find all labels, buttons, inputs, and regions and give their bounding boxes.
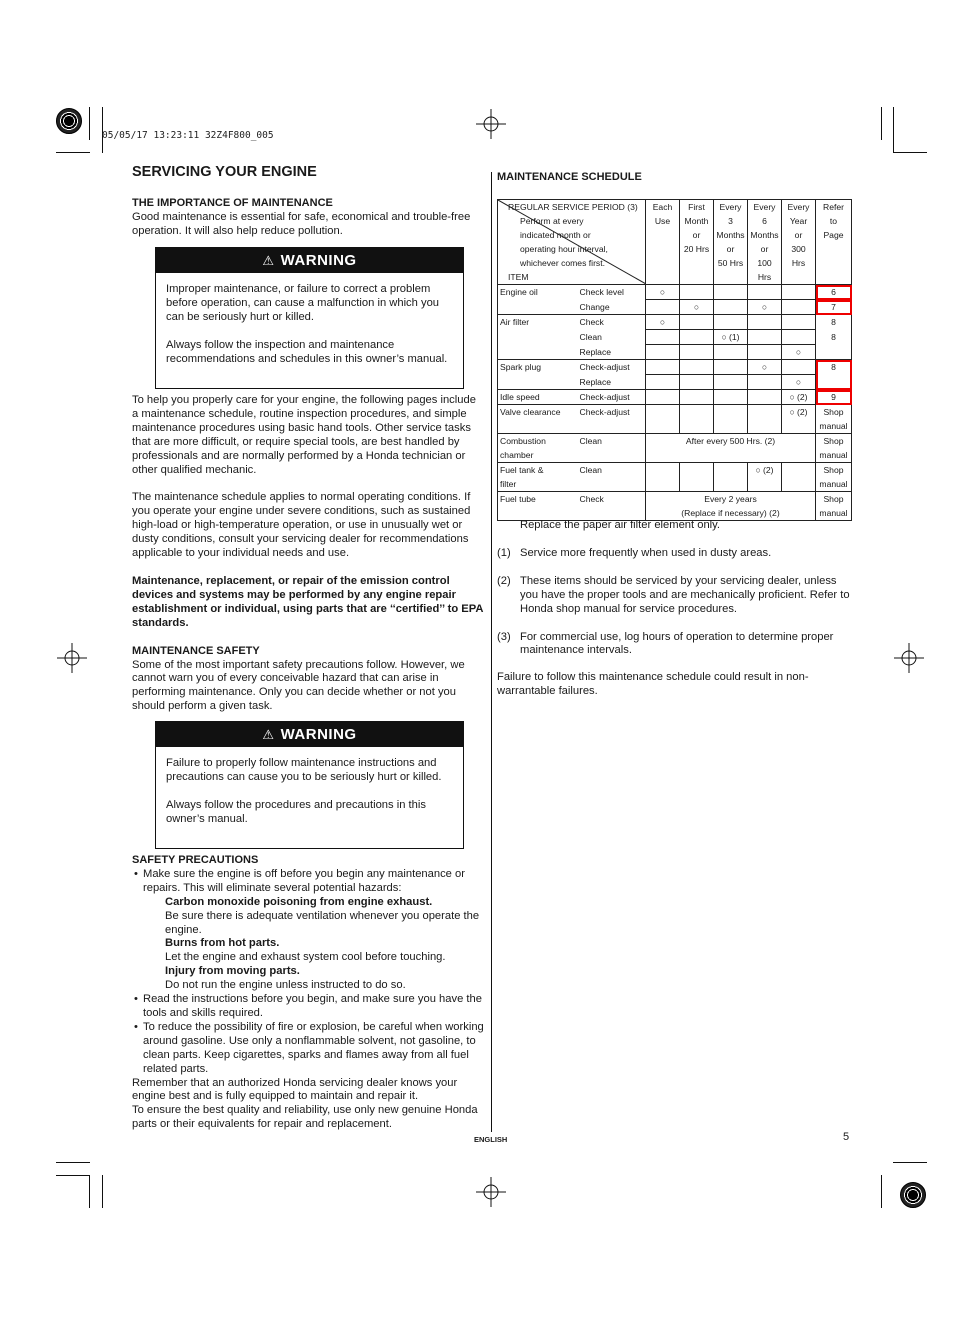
hazard-title: Burns from hot parts.: [165, 937, 280, 950]
crop-mark: [881, 107, 882, 140]
warning-text: Improper maintenance, or failure to correct a problem before operation, can cause a malfunction in which you can be seriously hurt or killed.: [166, 283, 440, 323]
left-column: [132, 166, 484, 239]
crop-mark: [89, 1175, 90, 1208]
table-row: Spark plug Check-adjust ○ 8: [498, 360, 852, 375]
warning-header: ⚠ WARNING: [156, 722, 463, 747]
page-ref: 6: [816, 285, 852, 300]
table-header-row: [498, 200, 852, 285]
failure-note: Failure to follow this maintenance schedule could result in non-warrantable failures.: [497, 671, 809, 698]
safety-body: Some of the most important safety precautions follow. However, we cannot warn you of every conceivable hazard that can arise in performing maintenance. Only you can decide whether or not you should perform a given task.: [132, 658, 465, 713]
schedule-heading: MAINTENANCE SCHEDULE: [497, 171, 642, 183]
crop-mark: [89, 107, 90, 140]
crop-mark: [56, 1162, 90, 1163]
crop-mark: [893, 107, 894, 153]
crop-mark: [56, 1175, 90, 1176]
page-ref: 9: [816, 390, 852, 405]
intro-paragraph-1: To help you properly care for your engine, the following pages include a maintenance schedule, routine inspection procedures, and simple maintenance procedures using basic hand tools. Other service tasks that are more difficult, or require special tools, are best handled by professionals and are normally performed by a Honda technician or other qualified mechanic.: [132, 394, 476, 476]
table-row: Clean ○ (1) 8: [498, 330, 852, 345]
crosshair-icon: [476, 109, 506, 139]
page-ref: 8: [816, 360, 852, 390]
table-row: Engine oil Check level ○ 6: [498, 285, 852, 300]
precaution-item: • To reduce the possibility of fire or explosion, be careful when working around gasoline. Use only a nonflammable solvent, not gasoline, to clean parts. Keep cigarettes, sparks and flames away from all fuel related parts.: [132, 1021, 484, 1077]
table-row: Combustion chamber Clean After every 500 Hrs. (2) Shop manual: [498, 434, 852, 463]
table-row: Replace ○: [498, 345, 852, 360]
table-row: Replace ○: [498, 375, 852, 390]
crop-mark: [102, 1175, 103, 1208]
precaution-item: • Read the instructions before you begin, and make sure you have the tools and skills required.: [132, 993, 484, 1021]
importance-heading: THE IMPORTANCE OF MAINTENANCE: [132, 196, 333, 209]
warning-box-1: [155, 247, 464, 389]
precautions-heading: SAFETY PRECAUTIONS: [132, 854, 259, 866]
table-row: Idle speed Check-adjust ○ (2) 9: [498, 390, 852, 405]
corner-cell: REGULAR SERVICE PERIOD (3) Perform at every indicated month or operating hour interval, whichever comes first. ITEM: [498, 200, 646, 285]
page-ref: 7: [816, 300, 852, 315]
crosshair-icon: [57, 643, 87, 673]
page-ref: 8: [816, 330, 852, 345]
crosshair-icon: [894, 643, 924, 673]
column-header: Every 3 Months or 50 Hrs: [714, 200, 748, 285]
column-divider: [491, 172, 492, 1132]
schedule-notes: [497, 519, 857, 699]
crop-mark: [893, 152, 927, 153]
page-ref: Shop manual: [816, 492, 852, 521]
hazard-title: Injury from moving parts.: [165, 965, 300, 978]
note-item: (3) For commercial use, log hours of operation to determine proper maintenance intervals.: [497, 630, 834, 657]
warning-text: Failure to properly follow maintenance instructions and precautions can cause you to be seriously hurt or killed.: [166, 757, 442, 783]
warning-text: Always follow the inspection and maintenance recommendations and schedules in this owner’s manual.: [166, 338, 448, 365]
safety-heading: MAINTENANCE SAFETY: [132, 644, 260, 657]
page-number: 5: [843, 1131, 850, 1143]
column-header: First Month or 20 Hrs: [680, 200, 714, 285]
crop-mark: [893, 1162, 927, 1163]
table-row: Fuel tank & filter Clean ○ (2) Shop manual: [498, 463, 852, 492]
maintenance-schedule-table: [497, 199, 852, 521]
intro-paragraph-2: The maintenance schedule applies to normal operating conditions. If you operate your engine under severe conditions, such as sustained high-load or high-temperature operation, or use in unusually wet or dusty conditions, consult your servicing dealer for recommendations applicable to your individual needs and use.: [132, 491, 471, 560]
column-header: Each Use: [646, 200, 680, 285]
left-column-middle: [132, 394, 484, 714]
note-item: (2) These items should be serviced by your servicing dealer, unless you have the proper tools and are mechanically proficient. Refer to Honda shop manual for service procedures.: [497, 574, 850, 615]
page-title: SERVICING YOUR ENGINE: [132, 164, 317, 180]
page-ref: Shop manual: [816, 463, 852, 492]
table-row: Change ○ ○ 7: [498, 300, 852, 315]
crop-mark: [881, 1175, 882, 1208]
parts-note: To ensure the best quality and reliability, use only new genuine Honda parts or their equivalents for repair and replacement.: [132, 1104, 478, 1131]
warning-text: Always follow the procedures and precautions in this owner’s manual.: [166, 798, 426, 825]
importance-body: Good maintenance is essential for safe, economical and trouble-free operation. It will also help reduce pollution.: [132, 210, 471, 237]
footer-language: ENGLISH: [474, 1135, 508, 1144]
hazard-title: Carbon monoxide poisoning from engine exhaust.: [165, 895, 433, 908]
warning-triangle-icon: ⚠: [262, 727, 275, 742]
hazard-text: Let the engine and exhaust system cool before touching.: [165, 951, 446, 964]
crosshair-icon: [476, 1177, 506, 1207]
page-ref: 8: [816, 315, 852, 330]
emission-note: Maintenance, replacement, or repair of the emission control devices and systems may be performed by any engine repair establishment or individual, using parts that are ‘‘certified’’ to EPA standards.: [132, 574, 484, 629]
column-header: Every 6 Months or 100 Hrs: [748, 200, 782, 285]
table-row: Fuel tube Check Every 2 years (Replace if necessary) (2) Shop manual: [498, 492, 852, 521]
safety-precautions: [132, 854, 484, 1132]
precaution-item: • Make sure the engine is off before you begin any maintenance or repairs. This will eliminate several potential hazards: Carbon monoxide poisoning from engine exhaust. Be sure there is adequate ventilation whenever you operate the engine. Burns from hot parts. Let the engine and exhaust system cool before touching. Injury from moving parts. Do not run the engine unless instructed to do so.: [132, 868, 484, 993]
page-ref: Shop manual: [816, 434, 852, 463]
warning-header: ⚠ WARNING: [156, 248, 463, 273]
hazard-text: Do not run the engine unless instructed to do so.: [165, 979, 406, 992]
column-header: Refer to Page: [816, 200, 852, 285]
warning-box-2: [155, 721, 464, 849]
note-item: (1) Service more frequently when used in dusty areas.: [497, 546, 772, 559]
hazard-text: Be sure there is adequate ventilation whenever you operate the engine.: [165, 909, 480, 936]
page-ref: Shop manual: [816, 405, 852, 434]
warning-triangle-icon: ⚠: [262, 253, 275, 268]
table-row: Valve clearance Check-adjust ○ (2) Shop manual: [498, 405, 852, 434]
column-header: Every Year or 300 Hrs: [782, 200, 816, 285]
table-row: Air filter Check ○ 8: [498, 315, 852, 330]
crop-mark: [56, 152, 90, 153]
registration-target-icon: [900, 1182, 926, 1208]
dealer-note: Remember that an authorized Honda servicing dealer knows your engine best and is fully equipped to maintain and repair it.: [132, 1076, 458, 1103]
note-star: Replace the paper air filter element only.: [520, 519, 721, 531]
print-stamp: 05/05/17 13:23:11 32Z4F800_005: [102, 130, 274, 141]
registration-target-icon: [56, 108, 82, 134]
